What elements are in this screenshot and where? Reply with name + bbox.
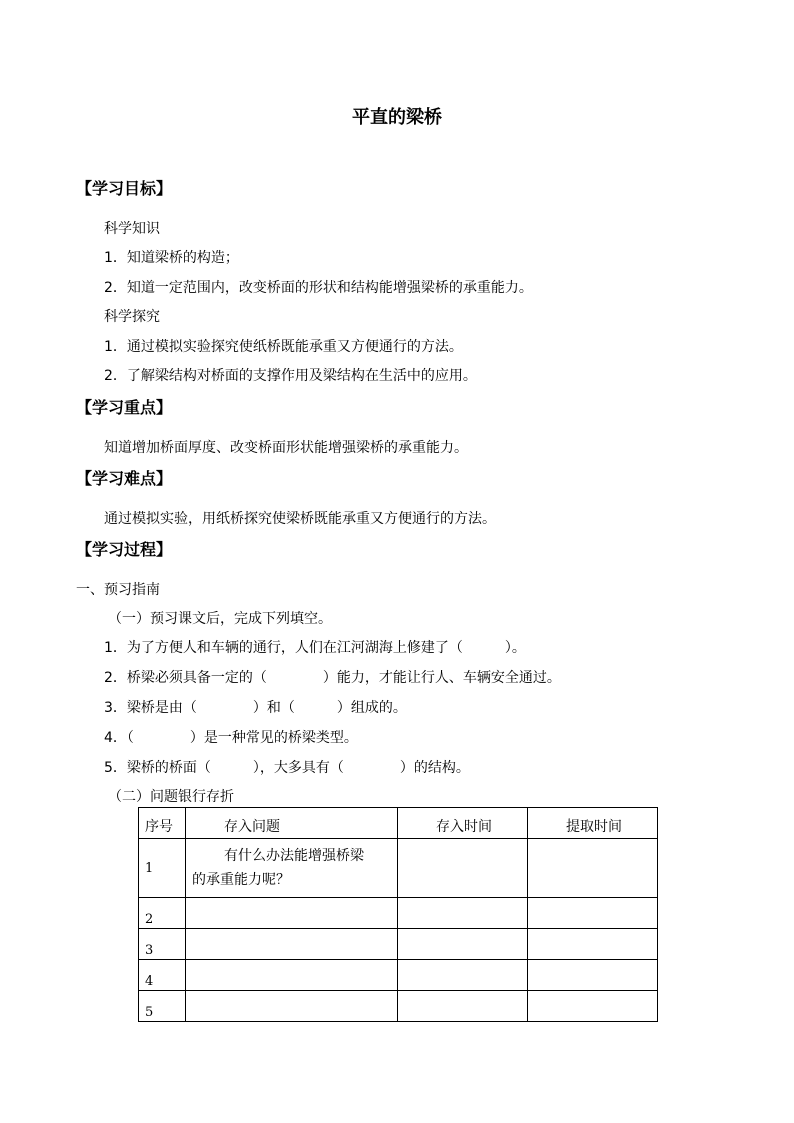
fill-blank-q3: 3．梁桥是由（ ）和（ ）组成的。	[104, 700, 407, 716]
question-bank-title: （二）问题银行存折	[108, 789, 234, 805]
goals-knowledge-1: 1．知道梁桥的构造；	[104, 250, 239, 266]
page-title: 平直的梁桥	[352, 107, 442, 128]
header-withdraw-time: 提取时间	[528, 808, 658, 839]
key-points-text: 知道增加桥面厚度、改变桥面形状能增强梁桥的承重能力。	[104, 440, 468, 456]
row-number: 4	[139, 960, 186, 991]
question-cell	[186, 960, 398, 991]
withdraw-time-cell	[528, 839, 658, 898]
row-number: 2	[139, 898, 186, 929]
question-line-1: 有什么办法能增强桥梁	[224, 848, 364, 864]
goals-knowledge-2: 2．知道一定范围内，改变桥面的形状和结构能增强梁桥的承重能力。	[104, 280, 533, 296]
table-header-row	[139, 808, 658, 839]
goals-subheading-inquiry: 科学探究	[104, 309, 160, 325]
question-line-2: 的承重能力呢？	[192, 872, 290, 888]
row-number: 3	[139, 929, 186, 960]
row-number: 1	[139, 839, 186, 898]
question-cell	[186, 898, 398, 929]
withdraw-time-cell	[528, 960, 658, 991]
fill-blank-q5: 5．梁桥的桥面（ ），大多具有（ ）的结构。	[104, 760, 470, 776]
difficulties-heading: 【学习难点】	[76, 469, 173, 488]
key-points-heading: 【学习重点】	[76, 398, 173, 417]
header-question: 存入问题	[186, 808, 398, 839]
table-row	[139, 929, 658, 960]
question-cell	[186, 929, 398, 960]
table-row	[139, 839, 658, 898]
header-deposit-time: 存入时间	[398, 808, 528, 839]
table-row	[139, 898, 658, 929]
fill-blank-instruction: （一）预习课文后，完成下列填空。	[108, 611, 332, 627]
goals-subheading-knowledge: 科学知识	[104, 221, 160, 237]
goals-inquiry-2: 2．了解梁结构对桥面的支撑作用及梁结构在生活中的应用。	[104, 368, 477, 384]
header-serial: 序号	[139, 808, 186, 839]
withdraw-time-cell	[528, 898, 658, 929]
fill-blank-q1: 1．为了方便人和车辆的通行，人们在江河湖海上修建了（ ）。	[104, 640, 526, 656]
table-row	[139, 991, 658, 1022]
question-bank-table	[138, 807, 658, 1022]
difficulties-text: 通过模拟实验，用纸桥探究使梁桥既能承重又方便通行的方法。	[104, 511, 496, 527]
fill-blank-q4: 4．（ ）是一种常见的桥梁类型。	[104, 730, 358, 746]
question-cell	[186, 991, 398, 1022]
deposit-time-cell	[398, 960, 528, 991]
process-heading: 【学习过程】	[76, 540, 173, 559]
question-cell	[186, 839, 398, 898]
deposit-time-cell	[398, 898, 528, 929]
deposit-time-cell	[398, 991, 528, 1022]
deposit-time-cell	[398, 929, 528, 960]
withdraw-time-cell	[528, 991, 658, 1022]
goals-heading: 【学习目标】	[76, 179, 173, 198]
table-row	[139, 960, 658, 991]
withdraw-time-cell	[528, 929, 658, 960]
preview-guide-title: 一、预习指南	[76, 582, 160, 598]
deposit-time-cell	[398, 839, 528, 898]
row-number: 5	[139, 991, 186, 1022]
fill-blank-q2: 2．桥梁必须具备一定的（ ）能力，才能让行人、车辆安全通过。	[104, 670, 561, 686]
goals-inquiry-1: 1．通过模拟实验探究使纸桥既能承重又方便通行的方法。	[104, 339, 463, 355]
